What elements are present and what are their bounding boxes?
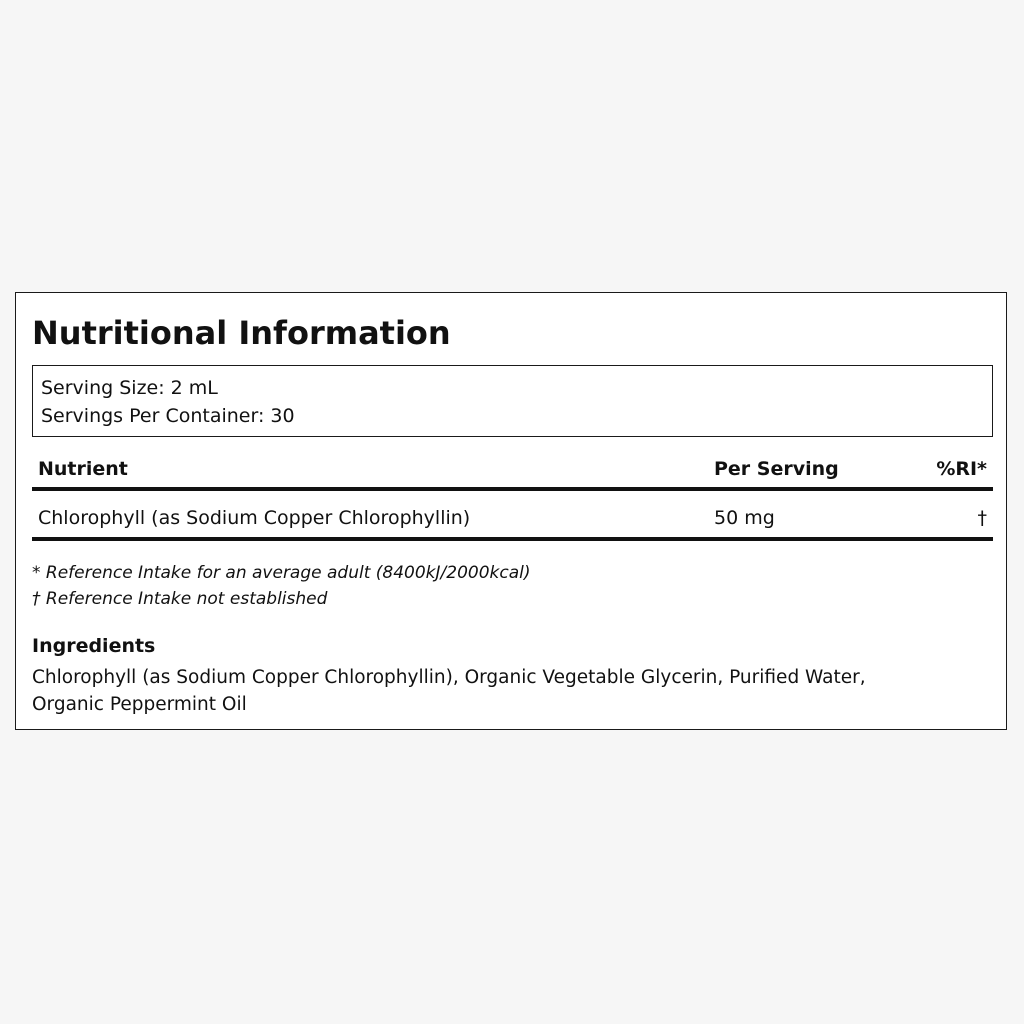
header-per-serving: Per Serving [714, 458, 839, 480]
table-header-row [32, 451, 993, 491]
panel-title: Nutritional Information [32, 314, 451, 352]
nutrient-ri: † [977, 507, 987, 529]
nutrition-panel [15, 292, 1007, 730]
serving-size: Serving Size: 2 mL [41, 377, 218, 399]
serving-info-box [32, 365, 993, 437]
footnote-not-established: † Reference Intake not established [32, 589, 328, 609]
ingredients-title: Ingredients [32, 635, 156, 657]
ingredients-text: Chlorophyll (as Sodium Copper Chlorophyllin), Organic Vegetable Glycerin, Purified Water, Organic Peppermint Oil [32, 667, 866, 715]
header-nutrient: Nutrient [38, 458, 128, 480]
footnote-reference-intake: * Reference Intake for an average adult (8400kJ/2000kcal) [32, 563, 531, 583]
nutrient-per-serving: 50 mg [714, 507, 775, 529]
header-ri: %RI* [936, 458, 987, 480]
table-row [32, 491, 993, 541]
nutrient-name: Chlorophyll (as Sodium Copper Chlorophyllin) [38, 507, 471, 529]
nutrient-table [32, 451, 993, 541]
servings-per-container: Servings Per Container: 30 [41, 405, 295, 427]
